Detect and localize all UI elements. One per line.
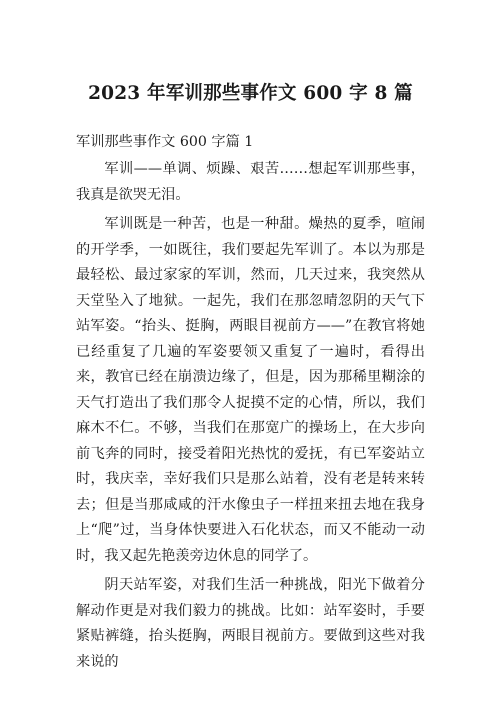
section-heading: 军训那些事作文 600 字篇 1 <box>76 134 254 150</box>
paragraph-1: 军训——单调、烦躁、艰苦……想起军训那些事，我真是欲哭无泪。 <box>76 161 425 203</box>
paragraph-3: 阴天站军姿，对我们生活一种挑战，阳光下做着分解动作更是对我们毅力的挑战。比如：站军姿时，手要紧贴裤缝，抬头挺胸，两眼目视前方。要做到这些对我来说的 <box>76 577 425 670</box>
paragraph-2: 军训既是一种苦，也是一种甜。燥热的夏季，喧闹的开学季，一如既往，我们要起先军训了。本以为那是最轻松、最过家家的军训，然而，几天过来，我突然从天堂坠入了地狱。一起先，我们在那忽晴忽阴的天气下站军姿。“抬头、挺胸，两眼目视前方——”在教官将她已经重复了几遍的军姿要领又重复了一遍时，看得出来，教官已经在崩溃边缘了，但是，因为那稀里糊涂的天气打造出了我们那令人捉摸不定的心情，所以，我们麻木不仁。不够，当我们在那宽广的操场上，在大步向前飞奔的同时，接受着阳光热忱的爱抚，有已军姿站立时，我庆幸，幸好我们只是那么站着，没有老是转来转去；但是当那咸咸的汗水像虫子一样扭来扭去地在我身上“爬”过，当身体快要进入石化状态，而又不能动一动时，我又起先艳羡旁边休息的同学了。 <box>76 216 425 564</box>
document-title: 2023 年军训那些事作文 600 字 8 篇 <box>88 83 413 104</box>
